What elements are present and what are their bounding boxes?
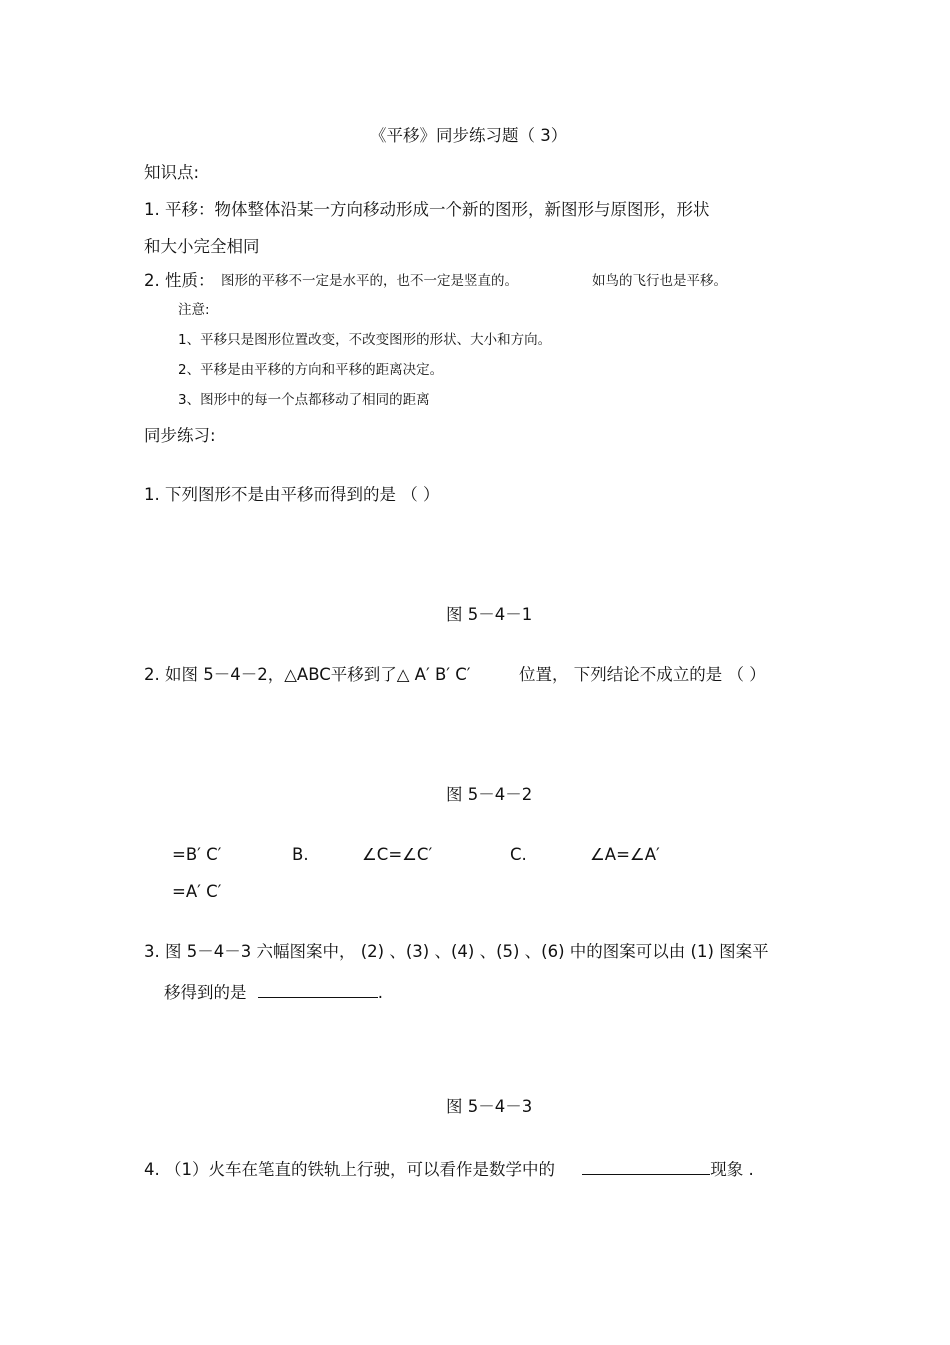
option-a-text: =B′ C′ xyxy=(172,845,222,864)
practice-heading: 同步练习: xyxy=(144,426,216,445)
option-c-text: ∠A=∠A′ xyxy=(590,845,660,864)
question-1: 1. 下列图形不是由平移而得到的是 （ ） xyxy=(144,485,440,504)
page-title: 《平移》同步练习题（ 3） xyxy=(370,126,568,145)
answer-blank-q3[interactable] xyxy=(258,982,378,998)
figure-caption-5-4-3: 图 5－4－3 xyxy=(446,1097,533,1116)
note-item-1: 1、平移只是图形位置改变，不改变图形的形状、大小和方向。 xyxy=(178,332,552,348)
question-2-part1: 2. 如图 5－4－2，△ABC平移到了△ A′ B′ C′ xyxy=(144,665,471,684)
question-3-line2-text: 移得到的是 xyxy=(164,983,247,1002)
question-3-end: . xyxy=(377,983,383,1002)
question-3-line2 xyxy=(164,982,383,1002)
figure-caption-5-4-2: 图 5－4－2 xyxy=(446,785,533,804)
option-b-text: ∠C=∠C′ xyxy=(362,845,433,864)
question-4 xyxy=(144,1159,754,1179)
knowledge-point-2-label: 2. 性质： xyxy=(144,271,215,290)
note-item-2: 2、平移是由平移的方向和平移的距离决定。 xyxy=(178,362,444,378)
knowledge-point-1-line1: 1. 平移：物体整体沿某一方向移动形成一个新的图形，新图形与原图形，形状 xyxy=(144,200,710,219)
figure-caption-5-4-1: 图 5－4－1 xyxy=(446,605,533,624)
question-4-text: 4. （1）火车在笔直的铁轨上行驶，可以看作是数学中的 xyxy=(144,1160,555,1179)
question-4-end: 现象 . xyxy=(710,1160,754,1179)
option-d-text: =A′ C′ xyxy=(172,882,222,901)
knowledge-point-2-text: 图形的平移不一定是水平的，也不一定是竖直的。 xyxy=(221,273,518,289)
option-b-label: B. xyxy=(292,845,309,864)
knowledge-heading: 知识点: xyxy=(144,163,200,182)
knowledge-point-1-line2: 和大小完全相同 xyxy=(144,237,260,256)
answer-blank-q4[interactable] xyxy=(582,1159,710,1175)
knowledge-point-2-extra: 如鸟的飞行也是平移。 xyxy=(592,273,727,289)
question-2-part2: 位置， 下列结论不成立的是 （ ） xyxy=(519,665,766,684)
question-3-line1: 3. 图 5－4－3 六幅图案中， (2) 、(3) 、(4) 、(5) 、(6) 中的图案可以由 (1) 图案平 xyxy=(144,942,769,961)
option-c-label: C. xyxy=(510,845,527,864)
note-item-3: 3、图形中的每一个点都移动了相同的距离 xyxy=(178,392,430,408)
note-label: 注意: xyxy=(178,302,210,318)
